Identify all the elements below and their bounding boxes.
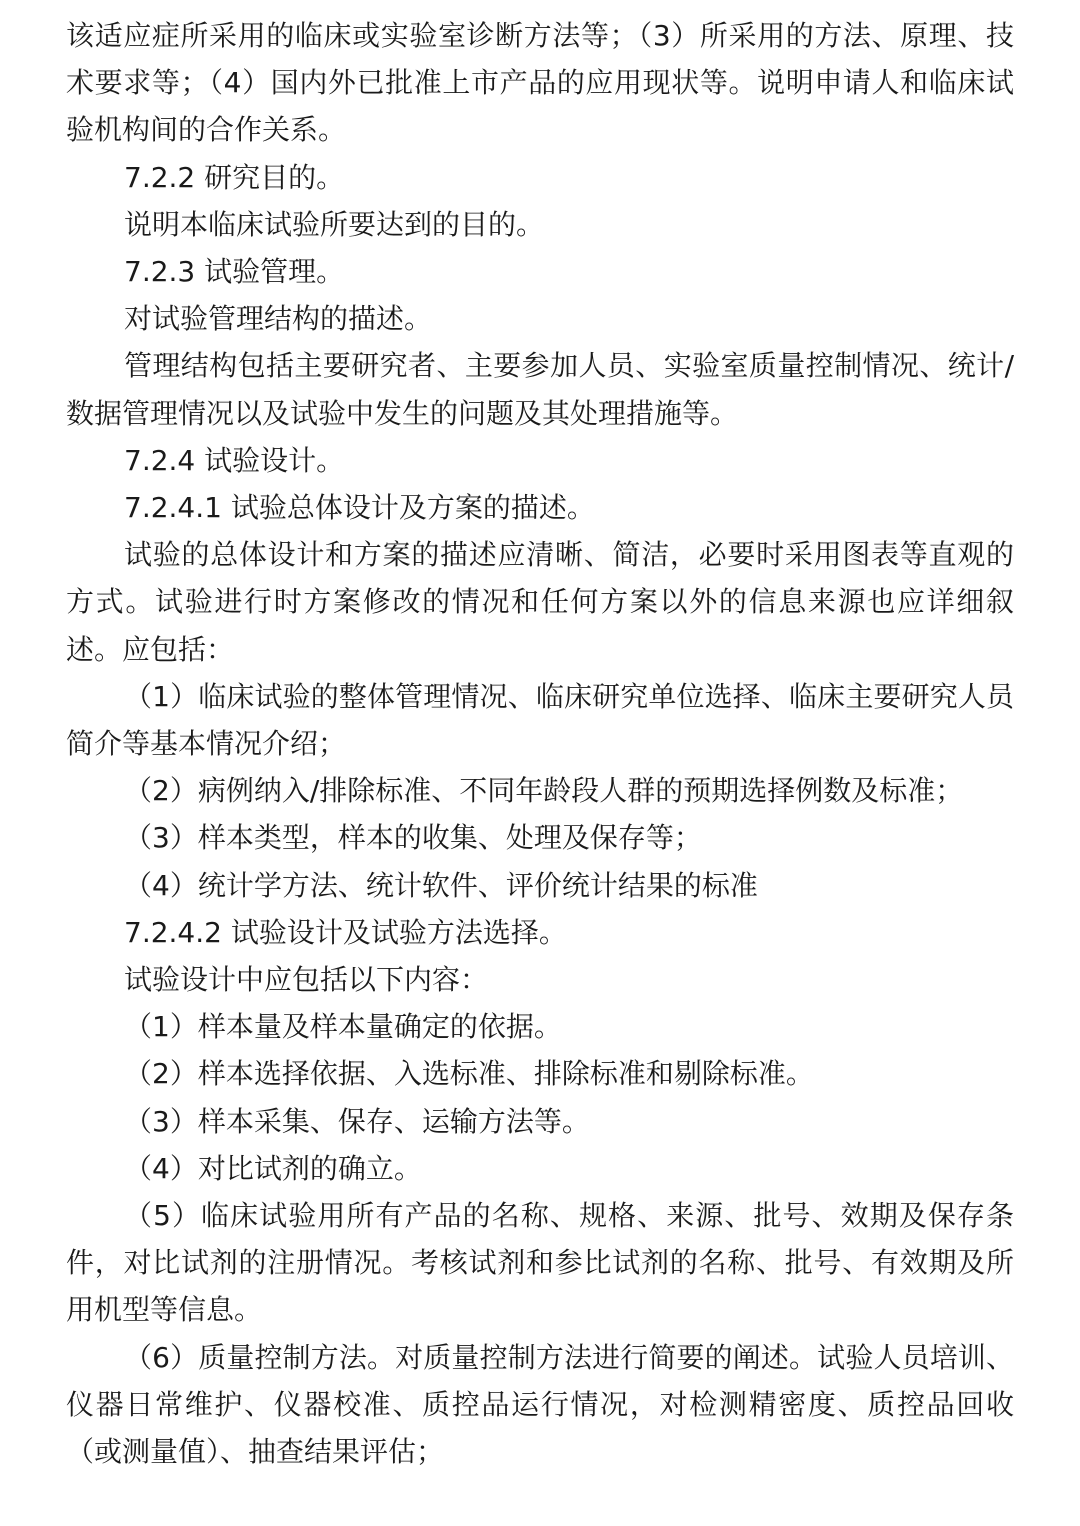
section-heading-7-2-4-2: 7.2.4.2 试验设计及试验方法选择。 (124, 915, 567, 949)
list-item: （2）病例纳入/排除标准、不同年龄段人群的预期选择例数及标准； (124, 774, 964, 808)
list-item: （6）质量控制方法。对质量控制方法进行简要的阐述。试验人员培训、仪器日常维护、仪器校准、质控品运行情况，对检测精密度、质控品回收（或测量值）、抽查结果评估； (66, 1340, 1014, 1469)
list-item: （1）样本量及样本量确定的依据。 (124, 1010, 562, 1044)
body-paragraph: 管理结构包括主要研究者、主要参加人员、实验室质量控制情况、统计/数据管理情况以及试验中发生的问题及其处理措施等。 (66, 349, 1014, 430)
list-item: （3）样本采集、保存、运输方法等。 (124, 1104, 590, 1138)
body-paragraph: 试验设计中应包括以下内容： (124, 963, 489, 997)
list-item: （4）对比试剂的确立。 (124, 1151, 422, 1185)
list-item: （2）样本选择依据、入选标准、排除标准和剔除标准。 (124, 1057, 814, 1091)
body-paragraph: 试验的总体设计和方案的描述应清晰、简洁，必要时采用图表等直观的方式。试验进行时方案修改的情况和任何方案以外的信息来源也应详细叙述。应包括： (66, 538, 1014, 666)
list-item: （5）临床试验用所有产品的名称、规格、来源、批号、效期及保存条件，对比试剂的注册情况。考核试剂和参比试剂的名称、批号、有效期及所用机型等信息。 (66, 1199, 1014, 1327)
section-heading-7-2-3: 7.2.3 试验管理。 (124, 255, 345, 289)
section-heading-7-2-4-1: 7.2.4.1 试验总体设计及方案的描述。 (124, 491, 595, 525)
list-item: （1）临床试验的整体管理情况、临床研究单位选择、临床主要研究人员简介等基本情况介绍； (66, 679, 1014, 761)
list-item: （3）样本类型，样本的收集、处理及保存等； (124, 821, 702, 855)
body-paragraph: 说明本临床试验所要达到的目的。 (124, 207, 545, 241)
body-paragraph: 该适应症所采用的临床或实验室诊断方法等；（3）所采用的方法、原理、技术要求等；（4）国内外已批准上市产品的应用现状等。说明申请人和临床试验机构间的合作关系。 (66, 19, 1014, 147)
section-heading-7-2-4: 7.2.4 试验设计。 (124, 443, 345, 477)
list-item: （4）统计学方法、统计软件、评价统计结果的标准 (124, 868, 758, 902)
section-heading-7-2-2: 7.2.2 研究目的。 (124, 160, 345, 194)
body-paragraph: 对试验管理结构的描述。 (124, 302, 433, 336)
